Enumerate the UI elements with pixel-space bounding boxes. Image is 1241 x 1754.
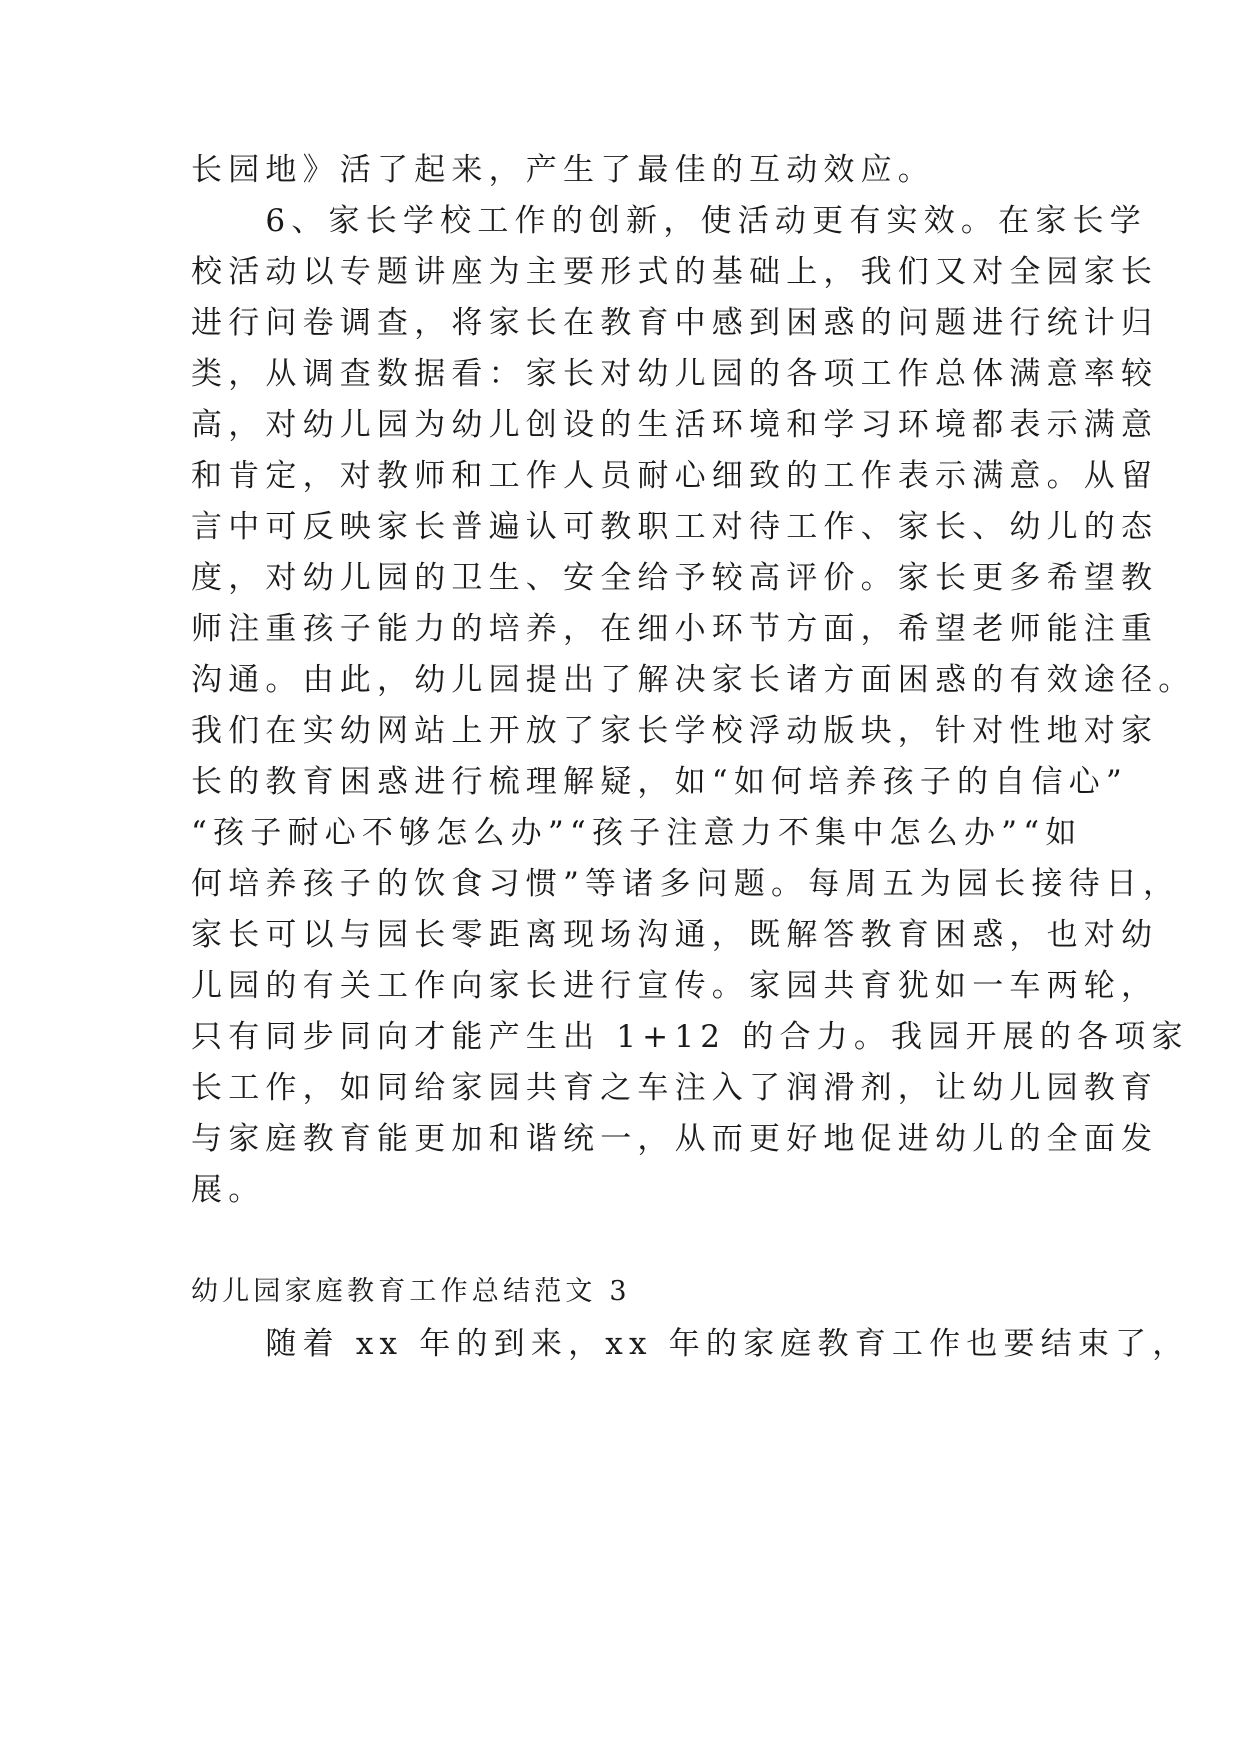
paragraph-line: 沟通。由此，幼儿园提出了解决家长诸方面困惑的有效途径。 xyxy=(191,662,1196,698)
paragraph-line: 展。 xyxy=(191,1172,266,1208)
paragraph-line: 进行问卷调查，将家长在教育中感到困惑的问题进行统计归 xyxy=(191,305,1159,341)
paragraph-line: 类，从调查数据看：家长对幼儿园的各项工作总体满意率较 xyxy=(191,356,1159,392)
paragraph-line: 长园地》活了起来，产生了最佳的互动效应。 xyxy=(191,152,935,188)
paragraph-line: 6、家长学校工作的创新，使活动更有实效。在家长学 xyxy=(191,203,1147,239)
paragraph-line: 和肯定，对教师和工作人员耐心细致的工作表示满意。从留 xyxy=(191,458,1159,494)
paragraph-line: 长工作，如同给家园共育之车注入了润滑剂，让幼儿园教育 xyxy=(191,1070,1159,1106)
paragraph-line: 长的教育困惑进行梳理解疑，如“如何培养孩子的自信心” xyxy=(191,764,1128,800)
paragraph-line: “孩子耐心不够怎么办”“孩子注意力不集中怎么办”“如 xyxy=(191,815,1083,851)
paragraph-line: 师注重孩子能力的培养，在细小环节方面，希望老师能注重 xyxy=(191,611,1159,647)
paragraph-line: 我们在实幼网站上开放了家长学校浮动版块，针对性地对家 xyxy=(191,713,1159,749)
paragraph-line: 儿园的有关工作向家长进行宣传。家园共育犹如一车两轮， xyxy=(191,968,1159,1004)
paragraph-line: 校活动以专题讲座为主要形式的基础上，我们又对全园家长 xyxy=(191,254,1159,290)
paragraph-line: 家长可以与园长零距离现场沟通，既解答教育困惑，也对幼 xyxy=(191,917,1159,953)
paragraph-line: 高，对幼儿园为幼儿创设的生活环境和学习环境都表示满意 xyxy=(191,407,1159,443)
paragraph-line: 度，对幼儿园的卫生、安全给予较高评价。家长更多希望教 xyxy=(191,560,1159,596)
paragraph-line: 言中可反映家长普遍认可教职工对待工作、家长、幼儿的态 xyxy=(191,509,1159,545)
paragraph-line: 只有同步同向才能产生出 1+12 的合力。我园开展的各项家 xyxy=(191,1019,1189,1055)
paragraph-line: 随着 xx 年的到来，xx 年的家庭教育工作也要结束了， xyxy=(191,1326,1190,1362)
paragraph-line: 何培养孩子的饮食习惯”等诸多问题。每周五为园长接待日， xyxy=(191,866,1181,902)
paragraph-line: 与家庭教育能更加和谐统一，从而更好地促进幼儿的全面发 xyxy=(191,1121,1159,1157)
section-title: 幼儿园家庭教育工作总结范文 3 xyxy=(191,1276,631,1307)
